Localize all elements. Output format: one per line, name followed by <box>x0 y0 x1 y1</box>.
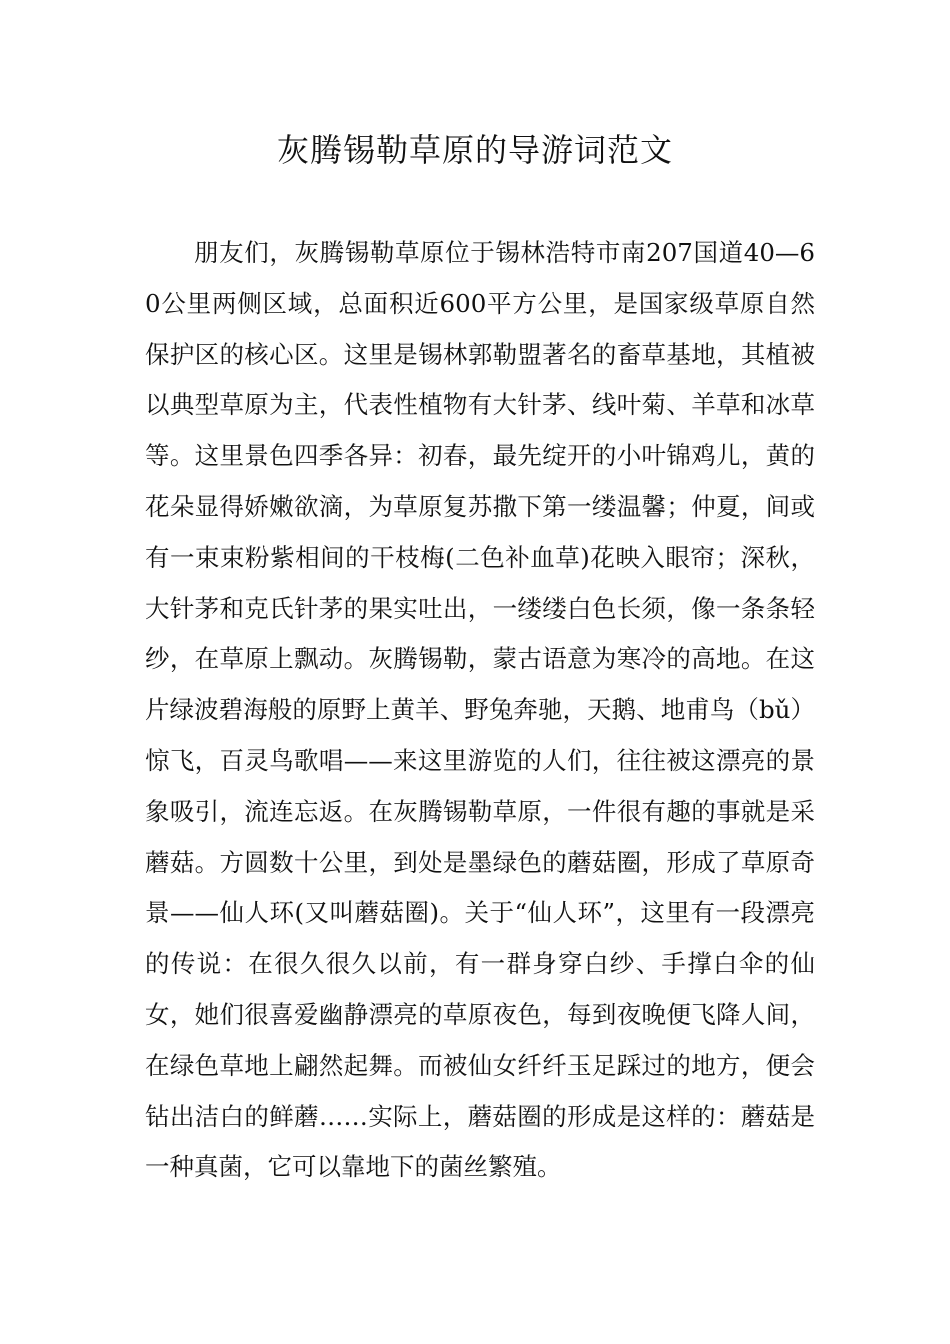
document-title: 灰腾锡勒草原的导游词范文 <box>276 131 673 169</box>
body-paragraph: 朋友们，灰腾锡勒草原位于锡林浩特市南207国道40—60公里两侧区域，总面积近600平方公里，是国家级草原自然保护区的核心区。这里是锡林郭勒盟著名的畜草基地，其植被以典型草原为主，代表性植物有大针茅、线叶菊、羊草和冰草等。这里景色四季各异：初春，最先绽开的小叶锦鸡儿，黄的花朵显得娇嫩欲滴，为草原复苏撒下第一缕温馨；仲夏，间或有一束束粉紫相间的干枝梅(二色补血草)花映入眼帘；深秋，大针茅和克氏针茅的果实吐出，一缕缕白色长须，像一条条轻纱，在草原上飘动。灰腾锡勒，蒙古语意为寒冷的高地。在这片绿波碧海般的原野上黄羊、野兔奔驰，天鹅、地甫鸟（bǔ）惊飞，百灵鸟歌唱——来这里游览的人们，往往被这漂亮的景象吸引，流连忘返。在灰腾锡勒草原，一件很有趣的事就是采蘑菇。方圆数十公里，到处是墨绿色的蘑菇圈，形成了草原奇景——仙人环(又叫蘑菇圈)。关于“仙人环”，这里有一段漂亮的传说：在很久很久以前，有一群身穿白纱、手撑白伞的仙女，她们很喜爱幽静漂亮的草原夜色，每到夜晚便飞降人间，在绿色草地上翩然起舞。而被仙女纤纤玉足踩过的地方，便会钻出洁白的鲜蘑……实际上，蘑菇圈的形成是这样的：蘑菇是一种真菌，它可以靠地下的菌丝繁殖。 <box>145 238 815 1182</box>
